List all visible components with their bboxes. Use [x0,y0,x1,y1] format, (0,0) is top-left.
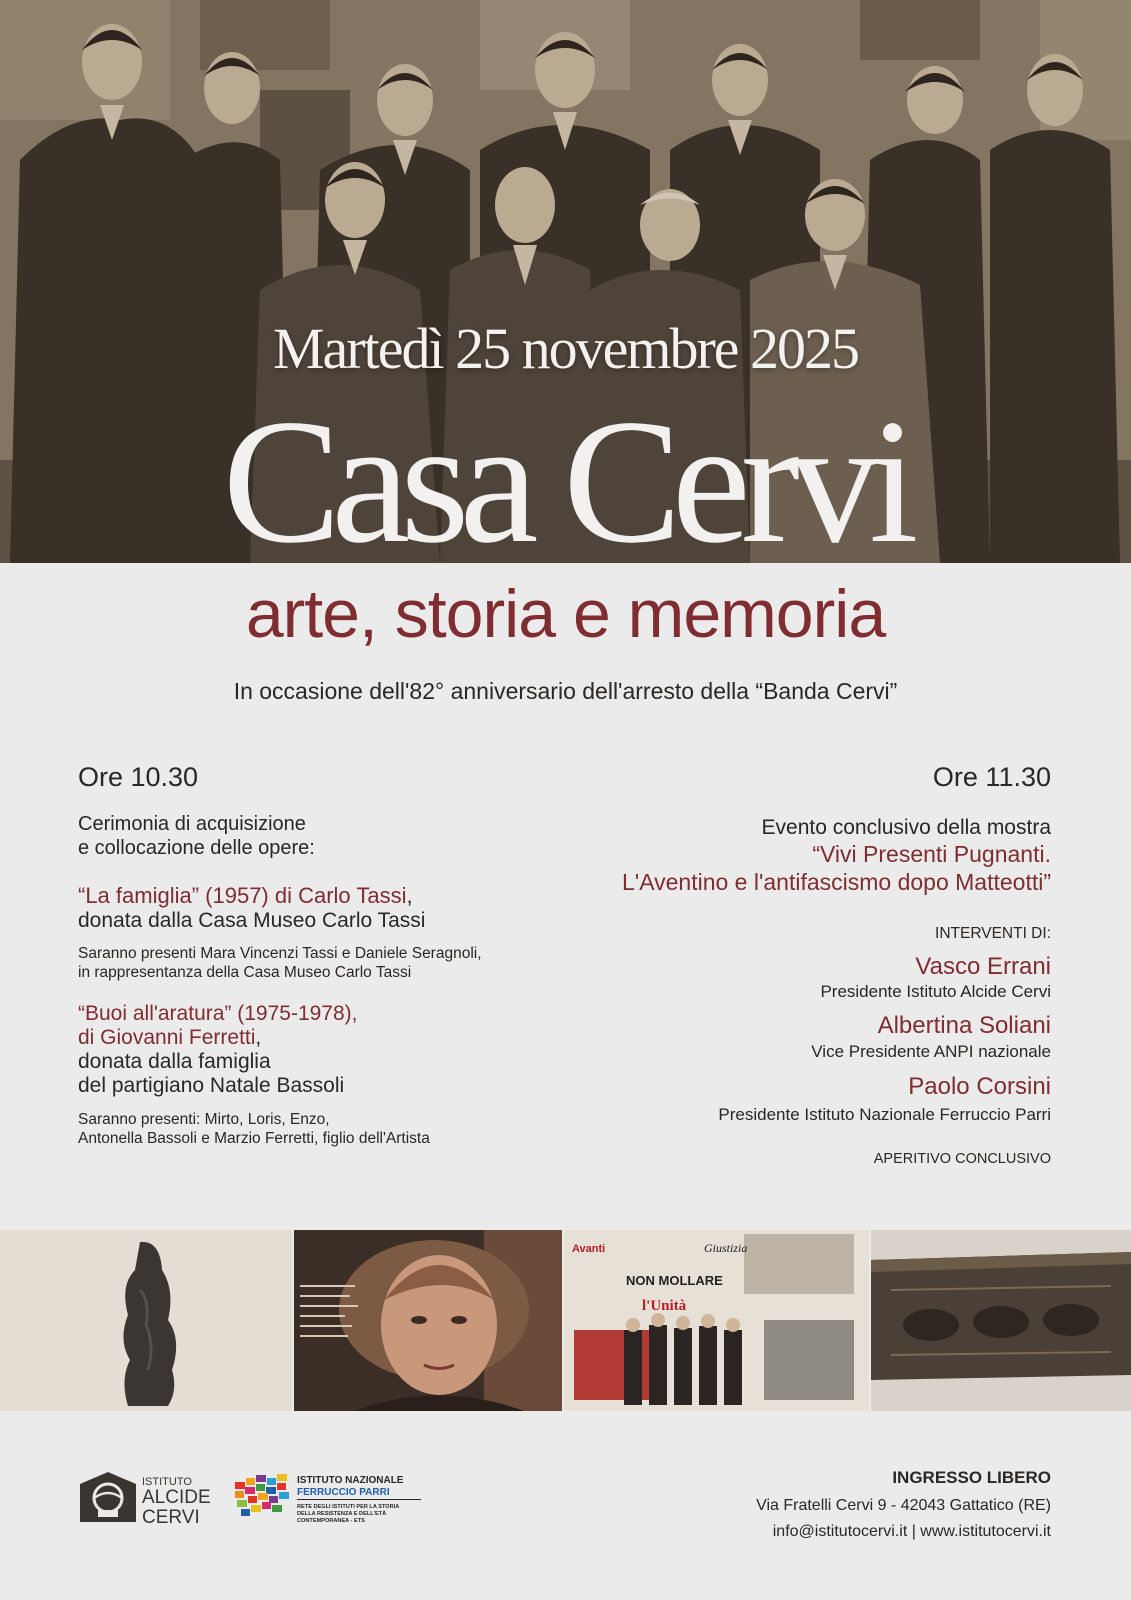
morning-intro-line2: e collocazione delle opere: [78,837,315,859]
logo-cervi-small-text: ISTITUTO [142,1476,192,1488]
closing-aperitif: APERITIVO CONCLUSIVO [873,1151,1051,1167]
speaker-role: Presidente Istituto Nazionale Ferruccio Parri [718,1105,1051,1124]
morning-intro-line1: Cerimonia di acquisizione [78,813,306,835]
artwork-2-note-line1: Saranno presenti: Mirto, Loris, Enzo, [78,1111,330,1128]
logo-parri-line2: FERRUCCIO PARRI [297,1487,390,1498]
logo-cervi-line2: CERVI [142,1507,200,1526]
speakers-label: INTERVENTI DI: [935,925,1051,942]
speaker-role: Presidente Istituto Alcide Cervi [820,982,1051,1001]
collage-text: NON MOLLARE [626,1273,723,1288]
exhibition-intro: Evento conclusivo della mostra [761,816,1051,839]
morning-time: Ore 10.30 [78,762,199,792]
sculpture-image [0,1230,292,1411]
artwork-2-description [78,1050,344,1098]
event-date: Martedì 25 novembre 2025 [272,316,858,381]
speaker-name: Paolo Corsini [908,1073,1051,1100]
collage-text: l'Unità [642,1298,687,1314]
artwork-2-desc-line2: del partigiano Natale Bassoli [78,1074,345,1097]
collage-illustration [564,1230,869,1411]
portrait-image [294,1230,562,1411]
artwork-1-note-line1: Saranno presenti Mara Vincenzi Tassi e Daniele Seragnoli, [78,945,482,962]
portrait-illustration [294,1230,562,1411]
morning-intro [78,812,315,860]
artwork-2-note-line2: Antonella Bassoli e Marzio Ferretti, figlio dell'Artista [78,1130,430,1147]
artwork-2-note [78,1110,430,1148]
bronze-relief-image [871,1230,1131,1411]
collage-text: Giustizia [704,1241,748,1255]
artwork-1-note [78,944,482,982]
venue-address: Via Fratelli Cervi 9 - 42043 Gattatico (RE) [756,1497,1051,1514]
free-entry-label: INGRESSO LIBERO [892,1468,1051,1487]
poster-subtitle: arte, storia e memoria [245,576,886,652]
artwork-2-comma: , [255,1026,262,1049]
artwork-1-comma: , [406,883,413,908]
newspaper-collage-image [564,1230,869,1411]
artwork-2-desc-line1: donata dalla famiglia [78,1050,271,1073]
alcide-cervi-logo [78,1470,210,1526]
logo-parri-tagline2: DELLA RESISTENZA E DELL'ETÀ [297,1511,387,1517]
artwork-2-title-line2-wrap [78,1026,358,1050]
ferruccio-parri-logo-mark [233,1472,423,1528]
collage-text: Avanti [572,1243,606,1255]
contact-links[interactable]: info@istitutocervi.it | www.istitutocervi.it [772,1523,1051,1540]
artwork-2-title [78,1002,358,1050]
late-morning-time: Ore 11.30 [932,762,1051,792]
logo-parri-line1: ISTITUTO NAZIONALE [297,1475,404,1486]
poster-title: Casa Cervi [222,382,909,580]
logo-cervi-line1: ALCIDE [142,1487,210,1508]
artwork-1-title-text: “La famiglia” (1957) di Carlo Tassi [78,883,407,908]
exhibition-title [622,840,1051,896]
exhibition-title-line2: L'Aventino e l'antifascismo dopo Matteotti” [622,869,1051,895]
speaker-role: Vice Presidente ANPI nazionale [811,1042,1051,1061]
artwork-1-note-line2: in rappresentanza della Casa Museo Carlo Tassi [78,964,412,981]
artwork-1-description: donata dalla Casa Museo Carlo Tassi [78,909,426,932]
relief-illustration [871,1230,1131,1411]
artwork-2-title-line1: “Buoi all'aratura” (1975-1978), [78,1002,358,1025]
exhibition-title-line1: “Vivi Presenti Pugnanti. [812,841,1051,867]
logo-parri-tagline3: CONTEMPORANEA - ETS [297,1518,365,1524]
speaker-name: Vasco Errani [915,953,1051,980]
sculpture-illustration [0,1230,292,1411]
ferruccio-parri-logo [233,1472,423,1528]
speaker-name: Albertina Soliani [877,1012,1051,1039]
artwork-1-title [78,883,413,908]
artwork-image-strip [0,1230,1131,1411]
alcide-cervi-logo-mark [78,1470,210,1526]
anniversary-line: In occasione dell'82° anniversario dell'arresto della “Banda Cervi” [233,678,898,704]
artwork-2-title-line2: di Giovanni Ferretti [78,1026,256,1049]
logo-parri-tagline1: RETE DEGLI ISTITUTI PER LA STORIA [297,1504,400,1510]
